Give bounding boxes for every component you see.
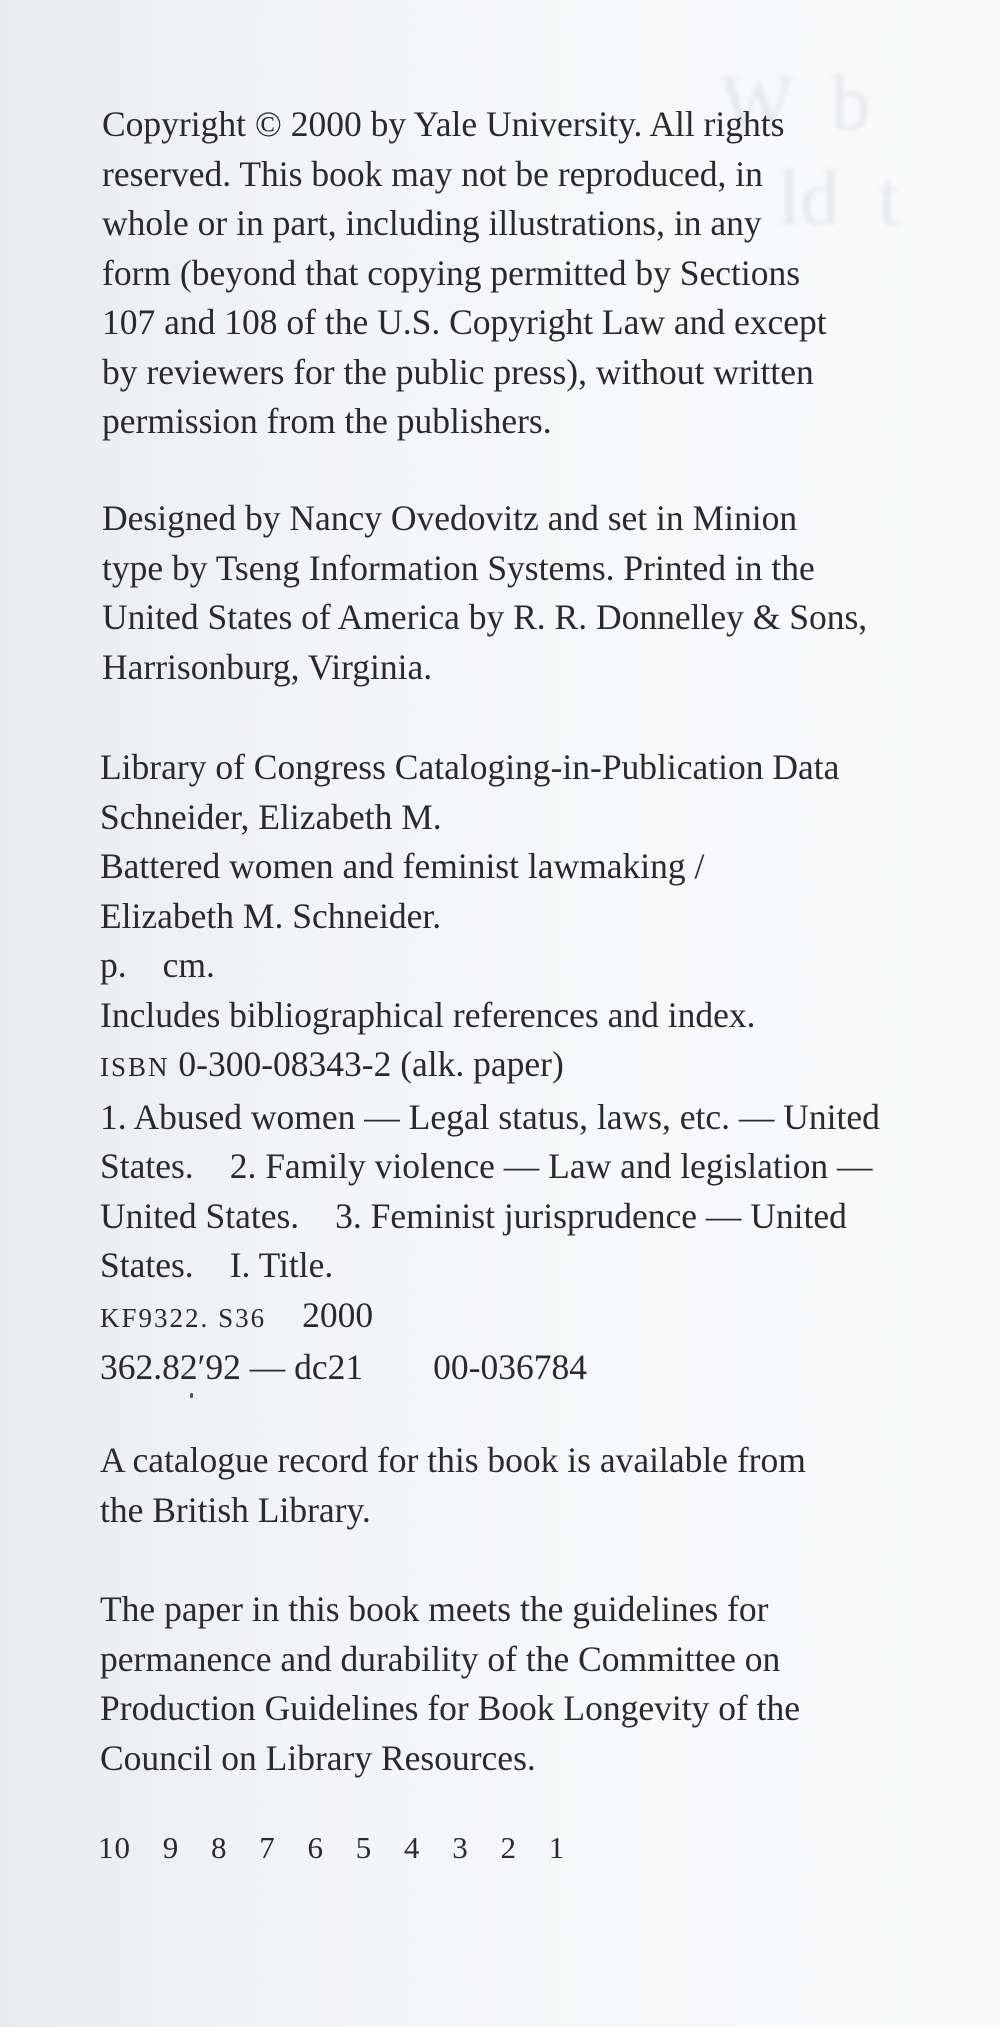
cip-subject-part: States. (100, 1146, 194, 1186)
design-credits (102, 494, 932, 692)
cip-heading: Library of Congress Cataloging-in-Publication Data (100, 747, 840, 787)
copyright-line: reserved. This book may not be reproduced, in (102, 153, 763, 194)
lccn: 00-036784 (433, 1347, 587, 1387)
british-library-line: the British Library. (100, 1489, 371, 1530)
cip-physical (100, 941, 930, 991)
show-through-text: W b ld t (720, 59, 900, 241)
cip-subject-part: States. (100, 1245, 194, 1285)
cip-subjects: 1. Abused women — Legal status, laws, etc. — United (100, 1096, 880, 1137)
cip-subjects (100, 1142, 930, 1192)
printing-number: 3 (452, 1830, 469, 1865)
copyright-line: permission from the publishers. (102, 401, 552, 441)
isbn-value: 0-300-08343-2 (alk. paper) (178, 1044, 564, 1084)
paper-note-line: Council on Library Resources. (100, 1737, 536, 1778)
design-line: United States of America by R. R. Donnelley & Sons, (102, 597, 868, 637)
cip-data (100, 743, 930, 1393)
copyright-line: by reviewers for the public press), without written (102, 351, 814, 392)
cip-subject-part: United States. (100, 1195, 300, 1236)
printing-number: 10 (98, 1830, 131, 1865)
copyright-notice (102, 100, 932, 447)
copyright-line: Copyright © 2000 by Yale University. All rights (102, 104, 785, 144)
design-line: type by Tseng Information Systems. Printed in the (102, 547, 815, 588)
design-line: Designed by Nancy Ovedovitz and set in Minion (102, 498, 798, 538)
cip-isbn (100, 1040, 930, 1093)
paper-note-line: Production Guidelines for Book Longevity of the (100, 1688, 801, 1728)
british-library-note (100, 1436, 930, 1535)
printing-number: 8 (211, 1830, 228, 1865)
british-library-line: A catalogue record for this book is available from (100, 1440, 806, 1480)
printing-number: 7 (259, 1830, 276, 1865)
cip-lc-call-number (100, 1291, 930, 1344)
cip-title: Battered women and feminist lawmaking / (100, 846, 705, 886)
dewey-number: 362.82′92 — dc21 (100, 1347, 364, 1387)
design-line: Harrisonburg, Virginia. (102, 646, 433, 687)
lc-class: KF9322. (100, 1302, 210, 1333)
ink-speck (190, 1393, 193, 1398)
copyright-line: form (beyond that copying permitted by Sections (102, 252, 801, 293)
copyright-line: whole or in part, including illustrations, in any (102, 203, 762, 243)
cip-subject-part: 3. Feminist jurisprudence — United (335, 1195, 847, 1236)
cip-author: Schneider, Elizabeth M. (100, 796, 442, 837)
isbn-label: ISBN (100, 1052, 170, 1082)
printing-number: 9 (162, 1830, 180, 1865)
printing-number: 6 (307, 1830, 324, 1865)
copyright-line: 107 and 108 of the U.S. Copyright Law and except (102, 302, 827, 342)
printing-number: 1 (548, 1830, 566, 1865)
lc-cutter: S36 (218, 1302, 267, 1333)
printing-number: 5 (355, 1830, 373, 1865)
paper-note-line: permanence and durability of the Committee on (100, 1638, 781, 1679)
cip-subjects (100, 1192, 930, 1242)
printing-number-line (98, 1830, 588, 1866)
paper-note-line: The paper in this book meets the guidelines for (100, 1589, 769, 1629)
cip-title-entry: I. Title. (229, 1245, 334, 1285)
printing-number: 4 (404, 1830, 421, 1865)
cip-subjects (100, 1241, 930, 1291)
cip-includes: Includes bibliographical references and index. (100, 994, 756, 1035)
cip-title-author: Elizabeth M. Schneider. (100, 895, 442, 936)
cip-classification (100, 1343, 930, 1393)
printing-number: 2 (500, 1830, 517, 1865)
lc-year: 2000 (302, 1294, 374, 1335)
paper-permanence-note (100, 1585, 930, 1783)
cip-subject-part: 2. Family violence — Law and legislation — (229, 1146, 873, 1186)
cip-cm: cm. (162, 945, 215, 985)
cip-pages: p. (100, 945, 127, 985)
